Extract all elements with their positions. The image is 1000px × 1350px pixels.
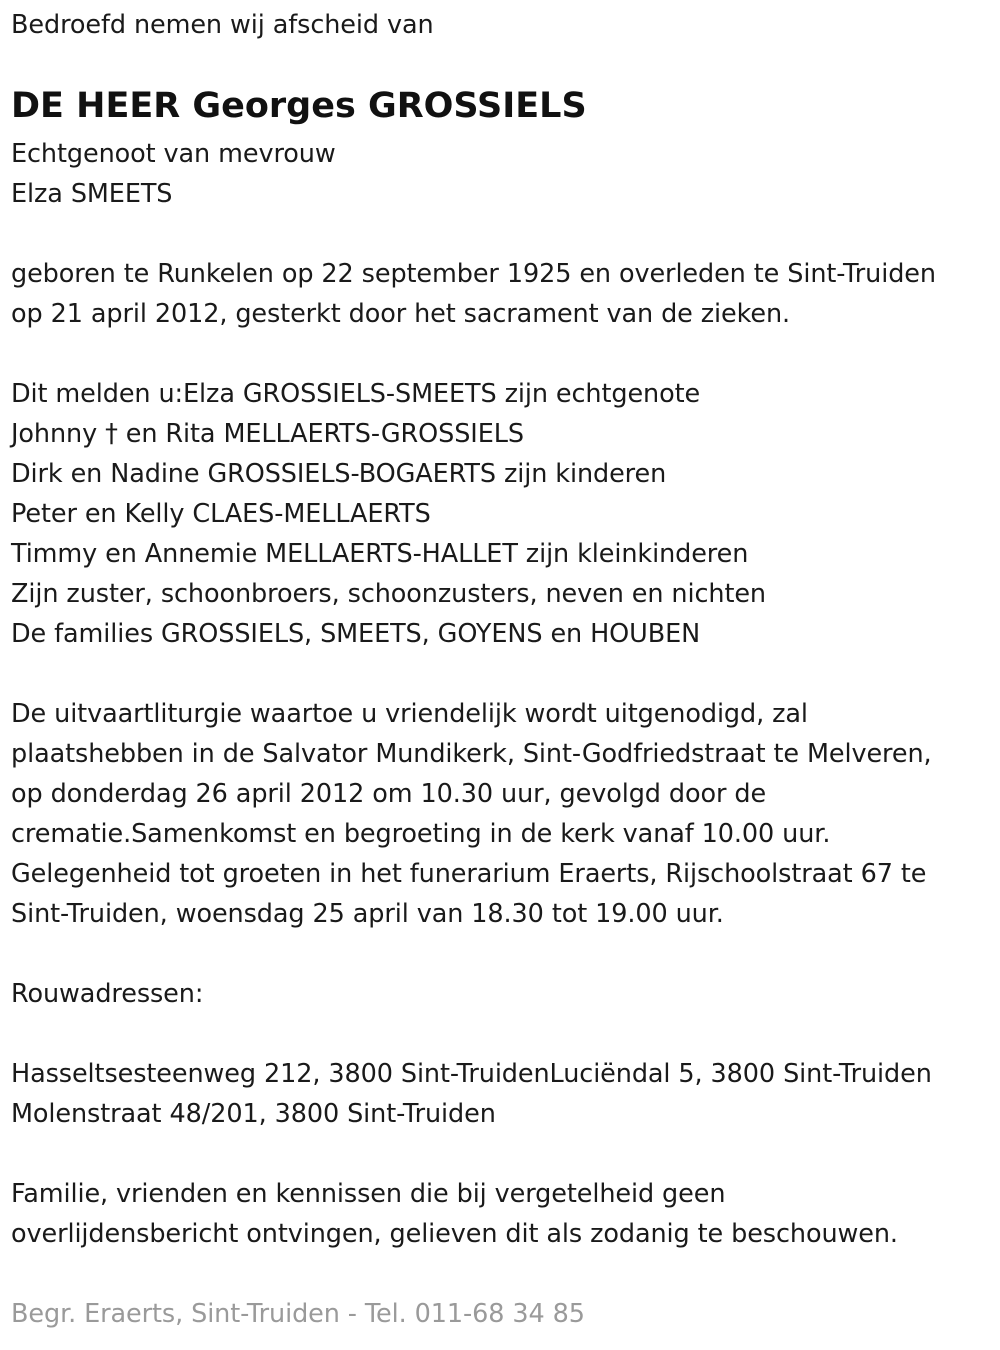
address-line: Molenstraat 48/201, 3800 Sint-Truiden (11, 1099, 496, 1129)
funeral-line: plaatshebben in de Salvator Mundikerk, Sint-Godfriedstraat te Melveren, (11, 739, 932, 769)
funeral-line: Gelegenheid tot groeten in het funerarium Eraerts, Rijschoolstraat 67 te (11, 859, 927, 889)
funeral-line: Sint-Truiden, woensdag 25 april van 18.30 tot 19.00 uur. (11, 899, 724, 929)
funeral-line: op donderdag 26 april 2012 om 10.30 uur, gevolgd door de (11, 779, 767, 809)
spouse-name: Elza SMEETS (11, 179, 173, 209)
family-line: Peter en Kelly CLAES-MELLAERTS (11, 499, 431, 529)
funeral-line: De uitvaartliturgie waartoe u vriendelijk wordt uitgenodigd, zal (11, 699, 808, 729)
notice-line: Familie, vrienden en kennissen die bij vergetelheid geen (11, 1179, 726, 1209)
family-line: Timmy en Annemie MELLAERTS-HALLET zijn kleinkinderen (11, 539, 749, 569)
funeral-line: crematie.Samenkomst en begroeting in de kerk vanaf 10.00 uur. (11, 819, 831, 849)
deceased-name-title: DE HEER Georges GROSSIELS (11, 86, 587, 126)
notice-line: overlijdensbericht ontvingen, gelieven dit als zodanig te beschouwen. (11, 1219, 898, 1249)
family-line: De families GROSSIELS, SMEETS, GOYENS en HOUBEN (11, 619, 701, 649)
intro-text: Bedroefd nemen wij afscheid van (11, 10, 434, 40)
funeral-home-footer: Begr. Eraerts, Sint-Truiden - Tel. 011-68 34 85 (11, 1299, 585, 1329)
family-line: Dit melden u:Elza GROSSIELS-SMEETS zijn echtgenote (11, 379, 701, 409)
address-line: Hasseltsesteenweg 212, 3800 Sint-TruidenLuciëndal 5, 3800 Sint-Truiden (11, 1059, 932, 1089)
birth-death-line: geboren te Runkelen op 22 september 1925 en overleden te Sint-Truiden (11, 259, 936, 289)
birth-death-line: op 21 april 2012, gesterkt door het sacrament van de zieken. (11, 299, 791, 329)
family-line: Johnny † en Rita MELLAERTS-GROSSIELS (11, 419, 524, 449)
family-line: Zijn zuster, schoonbroers, schoonzusters, neven en nichten (11, 579, 766, 609)
spouse-line: Echtgenoot van mevrouw (11, 139, 336, 169)
addresses-label: Rouwadressen: (11, 979, 204, 1009)
family-line: Dirk en Nadine GROSSIELS-BOGAERTS zijn kinderen (11, 459, 667, 489)
